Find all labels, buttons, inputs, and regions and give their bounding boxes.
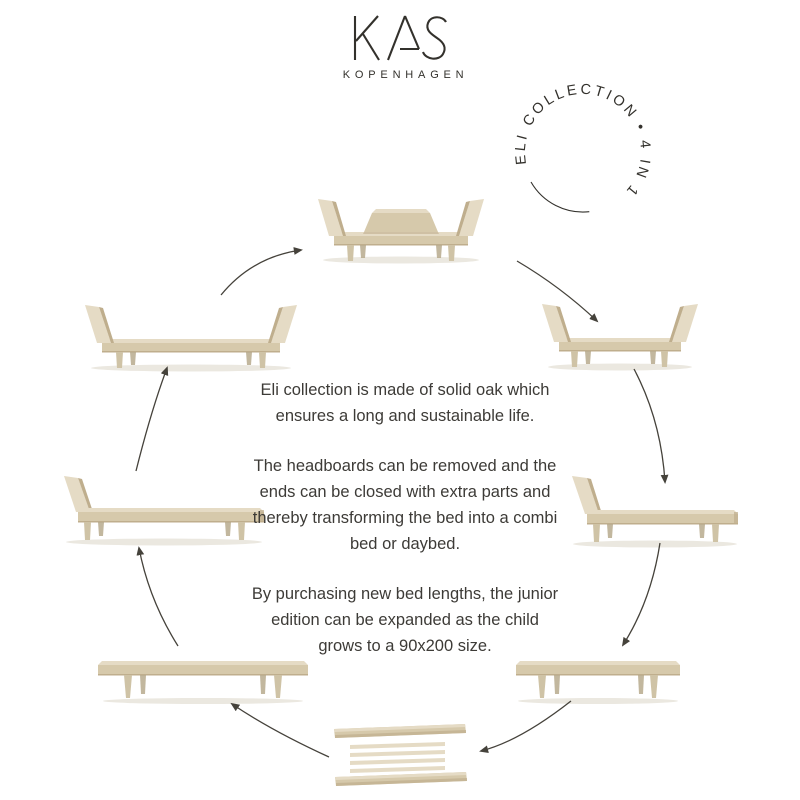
- brand-logo-subtext: KOPENHAGEN: [342, 69, 469, 81]
- daybed-with-table-illustration: [312, 196, 490, 266]
- description-paragraph-1: Eli collection is made of solid oak which ensures a long and sustainable life.: [260, 381, 550, 425]
- stamp-text: ELI COLLECTION • 4 IN 1: [512, 81, 654, 201]
- long-bed-illustration: [58, 474, 270, 548]
- arrow-left-to-top-left: [136, 368, 167, 471]
- description-paragraph-3: By purchasing new bed lengths, the junior edition can be expanded as the child grows to a 90x200 size.: [251, 585, 559, 655]
- arrow-bottom-left-to-left: [139, 548, 178, 646]
- brand-logo: [338, 14, 468, 81]
- arrow-top-left-to-top-center: [221, 250, 301, 295]
- stamp-arc: [531, 182, 589, 212]
- arrow-bottom-right-to-flat-pack: [481, 701, 571, 751]
- collection-stamp: [483, 52, 683, 252]
- arrow-flat-pack-to-bottom-left: [232, 704, 329, 757]
- arrow-top-right-to-right: [634, 369, 665, 482]
- description-text: [250, 378, 560, 685]
- kas-logo: [351, 14, 455, 62]
- kas-logo-strokes: [355, 16, 446, 60]
- long-daybed-illustration: [80, 302, 302, 374]
- junior-bed-illustration: [566, 474, 744, 550]
- junior-daybed-illustration: [537, 301, 703, 373]
- arrow-right-to-bottom-right: [623, 543, 660, 645]
- brand-logo-text: [403, 62, 404, 63]
- flat-pack-parts-illustration: [330, 720, 470, 788]
- description-paragraph-2: The headboards can be removed and the ends can be closed with extra parts and thereby transforming the bed into a combi bed or daybed.: [252, 457, 558, 553]
